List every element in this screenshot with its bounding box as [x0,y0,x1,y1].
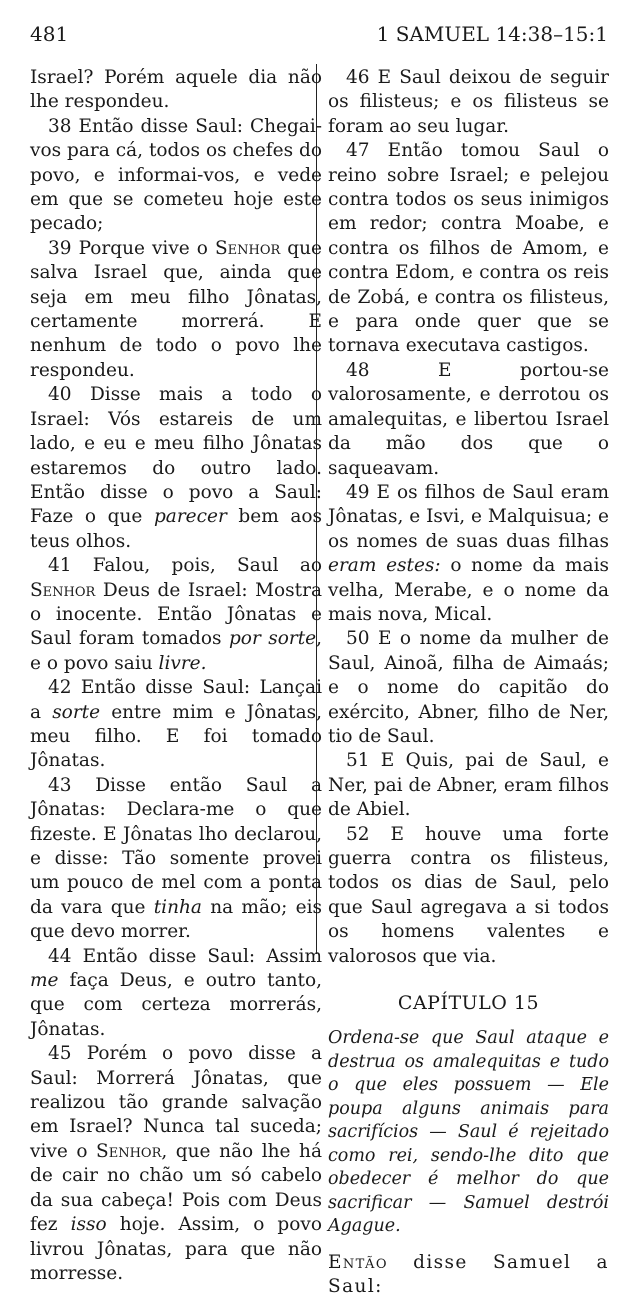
page-number: 481 [30,22,69,46]
verse-49: 49 E os filhos de Saul eram Jônatas, e Isvi, e Malquisua; e os nomes de suas duas filhas eram estes: o nome da mais velha, Merabe, e o nome da mais nova, Mical. [328,481,609,625]
verse-1: Então disse Samuel a Saul: [328,1251,609,1298]
verse-42: 42 Então disse Saul: Lançai a sorte entre mim e Jônatas, meu filho. E foi tomado Jônatas. [30,677,322,772]
verse-41: 41 Falou, pois, Saul ao Senhor Deus de Israel: Mostra o inocente. Então Jônatas e Saul foram tomados por sorte, e o povo saiu livre. [30,555,323,674]
verse-39: 39 Porque vive o Senhor que salva Israel que, ainda que seja em meu filho Jônatas, certamente morrerá. E nenhum de todo o povo lhe respondeu. [30,237,322,381]
verse-48: 48 E portou-se valorosamente, e derrotou os amalequitas, e libertou Israel da mão dos que o saqueavam. [328,359,609,479]
verse-38: 38 Então disse Saul: Chegai-vos para cá, todos os chefes do povo, e informai-vos, e vede em que se cometeu hoje este pecado; [30,115,322,235]
chapter-summary: Ordena-se que Saul ataque e destrua os amalequitas e tudo o que eles possuem — Ele poupa alguns animais para sacrifícios — Saul é rejeitado como rei, sendo-lhe dito que obedecer é melhor do que sacrificar — Samuel destrói Agague. [328,1028,609,1237]
verse-40: 40 Disse mais a todo o Israel: Vós estareis de um lado, e eu e meu filho Jônatas estaremos do outro lado. Então disse o povo a Saul: Faze o que parecer bem aos teus olhos. [30,384,322,552]
verse-52: 52 E houve uma forte guerra contra os filisteus, todos os dias de Saul, pelo que Saul agregava a si todos os homens valentes e valorosos que via. [328,823,609,967]
left-column [30,66,322,1286]
verse-50: 50 E o nome da mulher de Saul, Ainoã, filha de Aimaás; e o nome do capitão do exército, Abner, filho de Ner, tio de Saul. [328,628,609,747]
verse-46: 46 E Saul deixou de seguir os filisteus; e os filisteus se foram ao seu lugar. [328,67,609,137]
lord-name: Senhor [96,1140,162,1162]
chapter-heading: CAPÍTULO 15 [397,992,540,1015]
verse-44: 44 Então disse Saul: Assim me faça Deus, e outro tanto, que com certeza morrerás, Jônatas. [30,945,322,1040]
drop-word: Então [328,1251,388,1273]
verse-45: 45 Porém o povo disse a Saul: Morrerá Jônatas, que realizou tão grande salvação em Israel? Nunca tal suceda; vive o Senhor, que não lhe há de cair no chão um só cabelo da sua cabeça! Pois com Deus fez isso hoje. Assim, o povo livrou Jônatas, para que não morresse. [30,1043,322,1284]
running-header [30,22,608,50]
lord-name: Senhor [214,237,281,259]
right-column [328,66,609,1300]
verse-47: 47 Então tomou Saul o reino sobre Israel; e pelejou contra todos os seus inimigos em redor; contra Moabe, e contra os filhos de Amom, e contra Edom, e contra os reis de Zobá, e contra os filisteus, e para onde quer que se tornava executava castigos. [328,140,609,357]
verse-43: 43 Disse então Saul a Jônatas: Declara-me o que fizeste. E Jônatas lho declarou, e disse: Tão somente provei um pouco de mel com a ponta da vara que tinha na mão; eis que devo morrer. [30,774,322,943]
chapter-reference: 1 SAMUEL 14:38–15:1 [376,22,608,46]
verse-51: 51 E Quis, pai de Saul, e Ner, pai de Abner, eram filhos de Abiel. [328,750,609,821]
lord-name: Senhor [30,579,96,601]
verse-37-end: Israel? Porém aquele dia não lhe respondeu. [30,67,322,113]
